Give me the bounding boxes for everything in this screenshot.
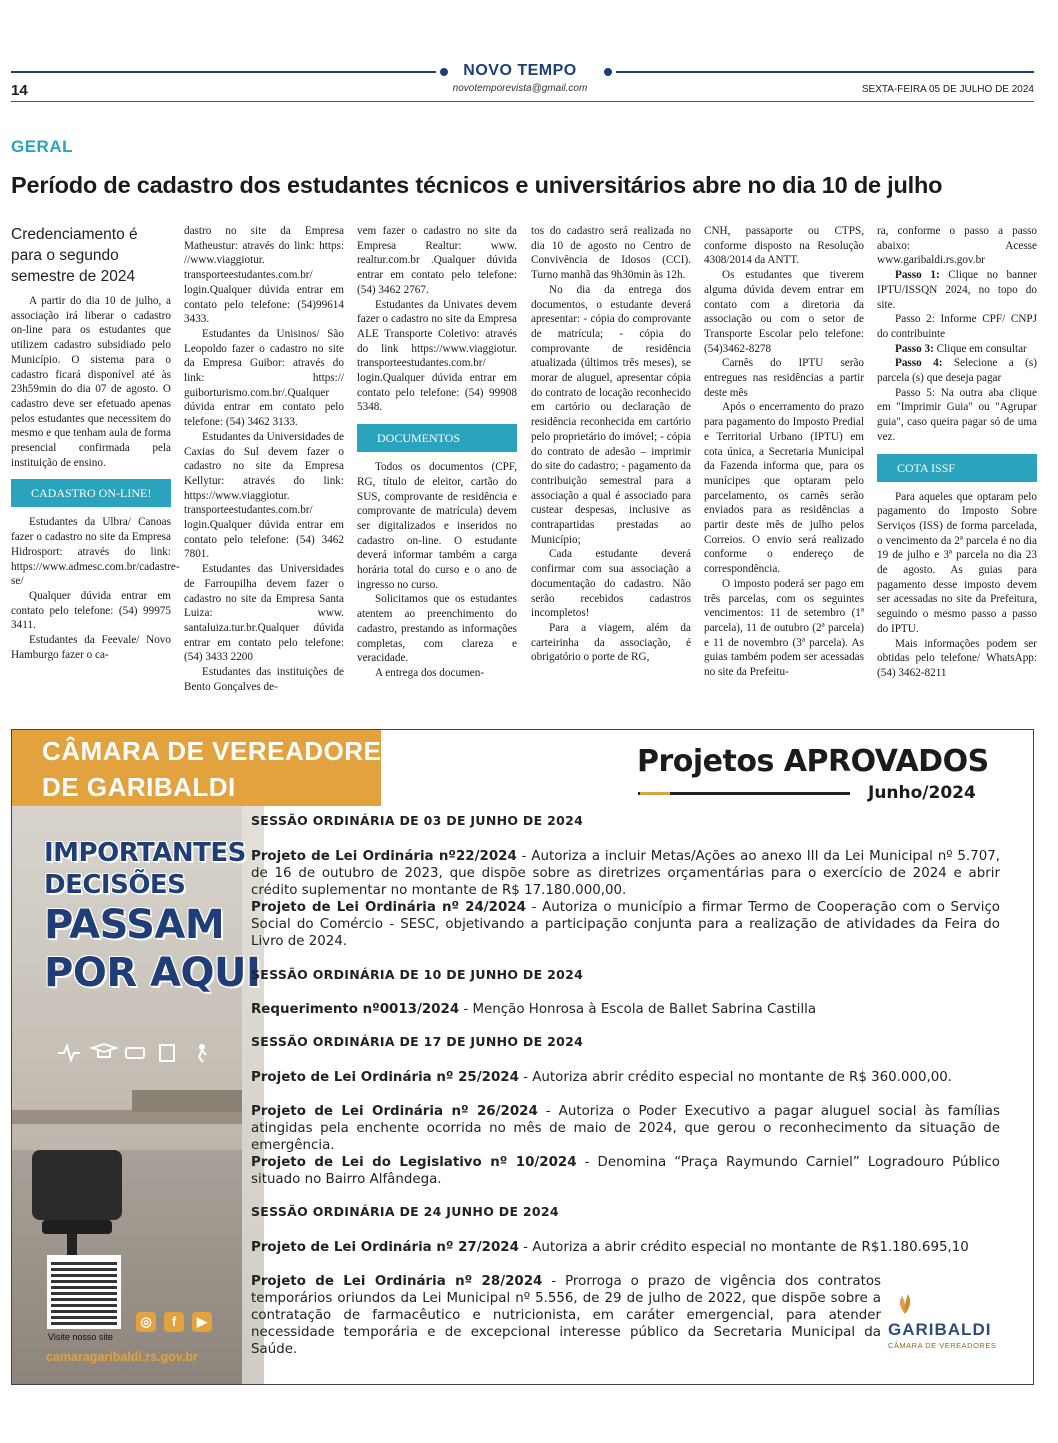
- paragraph: Mais informações podem ser obtidas pelo telefone/ WhatsApp: (54) 3462-8211: [877, 637, 1037, 679]
- paragraph: Passo 2: Informe CPF/ CNPJ do contribuinte: [877, 313, 1037, 340]
- header-divider: [11, 101, 1034, 102]
- project-id: Projeto de Lei Ordinária nº 27/2024: [251, 1240, 519, 1255]
- facebook-icon[interactable]: f: [164, 1312, 184, 1332]
- garibaldi-logo-icon: [892, 1290, 918, 1316]
- step-text: Selecione a (s) parcela (s) que deseja pagar: [877, 357, 1037, 385]
- project-item: [251, 1154, 1000, 1188]
- project-item: [251, 1103, 1000, 1154]
- paragraph: [877, 356, 1037, 385]
- article-deck: Credenciamento é para o segundo semestre de 2024: [11, 226, 138, 285]
- project-id: Projeto de Lei do Legislativo nº 10/2024: [251, 1155, 577, 1170]
- article-column-3: [357, 224, 517, 681]
- slogan-line-1: IMPORTANTES: [44, 838, 246, 868]
- session-heading: SESSÃO ORDINÁRIA DE 24 JUNHO DE 2024: [251, 1204, 559, 1219]
- step-text: Clique em consultar: [936, 342, 1027, 355]
- paragraph: No dia da entrega dos documentos, o estudante deverá apresentar: - cópia do comprovante de matrícula; - cópia do comprovante de residência atualizada (últimos três meses), se morar de aluguel, apresentar cópia do contrato de locação reconhecido em cartório ou declaração de residência reconhecida em cartório pelo proprietário do imóvel; - cópia do contrato de adesão – imprimir do site do cadastro; - pagamento da contribuição semestral para a associação a qual é associado para custear despesas, inclusive as contrapartidas prestadas ao Município;: [531, 283, 691, 546]
- projects-title: Projetos APROVADOS: [637, 744, 989, 779]
- garibaldi-logo-subtitle: CÂMARA DE VEREADORES: [888, 1341, 997, 1350]
- paragraph: Solicitamos que os estudantes atentem ao preenchimento do cadastro, prestando as informações completas, com clareza e veracidade.: [357, 593, 517, 665]
- masthead-email[interactable]: novotemporevista@gmail.com: [452, 83, 588, 94]
- banner-line-1: CÂMARA DE VEREADORES: [42, 736, 400, 766]
- paragraph: Para aqueles que optaram pelo pagamento do Imposto Sobre Serviços (ISS) de forma parcelada, o vencimento da 2ª parcela é no dia 19 de julho e 3ª parcela no dia 23 de agosto. As guias para pagamento desse imposto devem ser acessadas no site da Prefeitura, seguindo o mesmo passo a passo do IPTU.: [877, 490, 1037, 635]
- project-desc: - Autoriza a abrir crédito especial no montante de R$1.180.695,10: [518, 1240, 969, 1255]
- paragraph: [877, 342, 1037, 357]
- paragraph: Estudantes da Ulbra/ Canoas fazer o cadastro no site da Empresa Hidrosport: através do link: https://www.admesc.com.br/cadastre-se/: [11, 516, 180, 588]
- projects-month: Junho/2024: [868, 783, 976, 803]
- step-text: Clique no banner IPTU/ISSQN 2024, no topo do site.: [877, 269, 1037, 311]
- banner-line-2: DE GARIBALDI: [42, 772, 236, 802]
- issue-date: SEXTA-FEIRA 05 DE JULHO DE 2024: [861, 84, 1034, 95]
- project-item: [251, 1273, 881, 1358]
- article-headline: Período de cadastro dos estudantes técnicos e universitários abre no dia 10 de julho: [11, 172, 943, 198]
- title-underline-accent: [640, 792, 670, 795]
- advertisement-camara: [11, 729, 1034, 1385]
- paragraph: vem fazer o cadastro no site da Empresa Realtur: www. realtur.com.br .Qualquer dúvida entrar em contato pelo telefone: (54) 3462 2767.: [357, 225, 517, 296]
- qr-code[interactable]: [47, 1255, 121, 1329]
- step-label: Passo 3:: [895, 342, 934, 355]
- paragraph: tos do cadastro será realizada no dia 10 de agosto no Centro de Convivência de Idosos (CCI). Turno manhã das 9h30min às 12h.: [531, 225, 691, 282]
- website-link[interactable]: camaragaribaldi.rs.gov.br: [46, 1350, 198, 1364]
- paragraph: CNH, passaporte ou CTPS, conforme disposto na Resolução 4308/2014 da ANTT.: [704, 225, 864, 267]
- project-item: [251, 1069, 1000, 1086]
- project-desc: - Denomina “Praça Raymundo Carniel” Logradouro Público situado no Bairro Alfândega.: [251, 1155, 1000, 1187]
- project-item: [251, 1001, 1000, 1018]
- paragraph: Estudantes da Unisinos/ São Leopoldo fazer o cadastro no site da Empresa Guibor: através do link: https:// guiborturismo.com.br/.Qualquer dúvida entrar em contato pelo telefone: (54) 3462 3133.: [184, 327, 344, 429]
- project-id: Requerimento nº0013/2024: [251, 1002, 460, 1017]
- visit-site-label: Visite nosso site: [48, 1332, 113, 1342]
- paragraph: O imposto poderá ser pago em três parcelas, com os seguintes vencimentos: 11 de setembro (1ª parcela), 11 de outubro (2ª parcela) e 11 de novembro (3ª parcela). As guias também podem ser acessadas no site da Prefeitu-: [704, 577, 864, 679]
- subhead-cadastro: CADASTRO ON-LINE!: [11, 479, 171, 507]
- project-desc: - Menção Honrosa à Escola de Ballet Sabrina Castilla: [459, 1002, 817, 1017]
- article-column-4: [531, 224, 691, 665]
- paragraph: Qualquer dúvida entrar em contato pelo telefone: (54) 99975 3411.: [11, 589, 171, 632]
- paragraph: Estudantes das Universidades de Farroupilha devem fazer o cadastro no site da Empresa Santa Luiza: www. santaluiza.tur.br.Qualquer dúvida entrar em contato pelo telefone: (54) 3433 2200: [184, 563, 344, 664]
- step-label: Passo 1:: [895, 269, 940, 282]
- paragraph: Estudantes das instituições de Bento Gonçalves de-: [184, 666, 344, 693]
- paragraph: Os estudantes que tiverem alguma dúvida devem entrar em contato com a diretoria da associação ou com o setor de Transporte Escolar pelo telefone: (54)3462-8278: [704, 269, 864, 355]
- project-id: Projeto de Lei Ordinária nº 28/2024: [251, 1274, 543, 1289]
- slogan-line-3: PASSAM: [44, 902, 225, 948]
- paragraph: dastro no site da Empresa Matheustur: através do link: https: //www.viaggiotur. transporteestudantes.com.br/ login.Qualquer dúvida entrar em contato pelo telefone: (54)99614 3433.: [184, 225, 344, 326]
- paragraph: Carnês do IPTU serão entregues nas residências a partir deste mês: [704, 357, 864, 399]
- paragraph: ra, conforme o passo a passo abaixo: Acesse www.garibaldi.rs.gov.br: [877, 225, 1037, 267]
- section-label: GERAL: [11, 137, 73, 156]
- project-desc: - Autoriza abrir crédito especial no montante de R$ 360.000,00.: [518, 1070, 953, 1085]
- paragraph: A entrega dos documen-: [375, 666, 485, 679]
- article-column-5: [704, 224, 864, 680]
- project-id: Projeto de Lei Ordinária nº 24/2024: [251, 900, 526, 915]
- project-desc: - Autoriza o Poder Executivo a pagar aluguel social às famílias atingidas pela enchente ocorrida no mês de maio de 2024, que gerou o reconhecimento da situação de emergência.: [251, 1104, 1000, 1153]
- project-id: Projeto de Lei Ordinária nº22/2024: [251, 849, 517, 864]
- article-column-6: [877, 224, 1037, 681]
- paragraph: Para a viagem, além da carteirinha da associação, é obrigatório o porte de RG,: [531, 621, 691, 664]
- project-id: Projeto de Lei Ordinária nº 26/2024: [251, 1104, 538, 1119]
- paragraph: Cada estudante deverá confirmar com sua associação a documentação do cadastro. Não serão recebidos cadastros incompletos!: [531, 548, 691, 620]
- paragraph: Estudantes da Feevale/ Novo Hamburgo fazer o ca-: [11, 634, 171, 661]
- paragraph: A partir do dia 10 de julho, a associação irá liberar o cadastro on-line para os estudantes que utilizem cadastro subsidiado pelo Município. O sistema para o cadastro ficará disponível até às 23h59min do dia 07 de agosto. O cadastro deve ser efetuado apenas pelos estudantes que necessitem do mesmo e que tenham aula de forma presencial confirmada pela instituição de ensino.: [11, 295, 171, 469]
- paragraph: Após o encerramento do prazo para pagamento do Imposto Predial e Territorial Urbano (IPTU) em cota única, a Secretaria Municipal da Fazenda informa que, para os munícipes que optaram pelo parcelamento, os carnês serão enviados para as residências a partir deste mês de julho pelos Correios. O envio será realizado conforme o endereço de correspondência.: [704, 401, 864, 576]
- project-id: Projeto de Lei Ordinária nº 25/2024: [251, 1070, 519, 1085]
- project-desc: - Autoriza a incluir Metas/Ações ao anexo III da Lei Municipal nº 5.707, de 16 de outubro de 2023, que dispõe sobre as diretrizes orçamentárias para o exercício de 2024 e abrir crédito suplementar no montante de R$ 17.180.000,00.: [251, 849, 1000, 898]
- slogan-line-2: DECISÕES: [44, 870, 186, 900]
- article-column-2: [184, 224, 344, 695]
- subhead-cota-issf: COTA ISSF: [877, 454, 1037, 482]
- paragraph: Passo 5: Na outra aba clique em "Imprimir Guia" ou "Agrupar guia", caso queira pagar só de uma vez.: [877, 386, 1037, 443]
- youtube-icon[interactable]: ▶: [192, 1312, 212, 1332]
- project-desc: - Autoriza o município a firmar Termo de Cooperação com o Serviço Social do Comércio - SESC, objetivando a participação conjunta para a realização de atividades da Feira do Livro de 2024.: [251, 900, 1000, 949]
- paragraph: Todos os documentos (CPF, RG, título de eleitor, cartão do SUS, comprovante de residência e comprovante de matrícula) devem ser digitalizados e inseridos no cadastro on-line. O estudante deverá informar também a carga horária total do curso e o ano de ingresso no curso.: [357, 461, 517, 591]
- paragraph: Estudantes da Univates devem fazer o cadastro no site da Empresa ALE Transporte Coletivo: através do link https://www.viaggiotur. transporteestudantes.com.br/ login.Qualquer dúvida entrar em contato pelo telefone: (54) 99908 5348.: [357, 298, 517, 414]
- project-item: [251, 899, 1000, 950]
- masthead-title: NOVO TEMPO: [463, 62, 577, 79]
- article-column-1: [11, 224, 180, 662]
- chair-desk-illustration: [12, 1090, 242, 1270]
- subhead-documentos: DOCUMENTOS: [357, 424, 517, 452]
- session-heading: SESSÃO ORDINÁRIA DE 10 DE JUNHO DE 2024: [251, 967, 584, 982]
- session-heading: SESSÃO ORDINÁRIA DE 17 DE JUNHO DE 2024: [251, 1034, 584, 1049]
- project-item: [251, 1239, 1000, 1256]
- paragraph: Estudantes da Universidades de Caxias do Sul devem fazer o cadastro no site da Empresa Kellytur: através do link: https://www.viaggiotur. transporteestudantes.com.br/ login.Qualquer dúvida entrar em contato pelo telefone: (54) 3462 7801.: [184, 430, 344, 561]
- instagram-icon[interactable]: ◎: [136, 1312, 156, 1332]
- slogan-line-4: POR AQUI: [44, 950, 261, 996]
- project-item: [251, 848, 1000, 899]
- garibaldi-logo: GARIBALDI: [888, 1320, 992, 1339]
- page-number: 14: [11, 82, 28, 99]
- session-heading: SESSÃO ORDINÁRIA DE 03 DE JUNHO DE 2024: [251, 813, 584, 828]
- paragraph: [877, 268, 1037, 312]
- project-desc: - Prorroga o prazo de vigência dos contratos temporários oriundos da Lei Municipal nº 5.556, de 29 de julho de 2022, que dispõe sobre a contratação de farmacêutico e nutricionista, em caráter emergencial, para atender necessidade temporária e de excepcional interesse público da Secretaria Municipal da Saúde.: [251, 1274, 881, 1357]
- service-icons: [56, 1042, 236, 1064]
- step-label: Passo 4:: [895, 357, 943, 370]
